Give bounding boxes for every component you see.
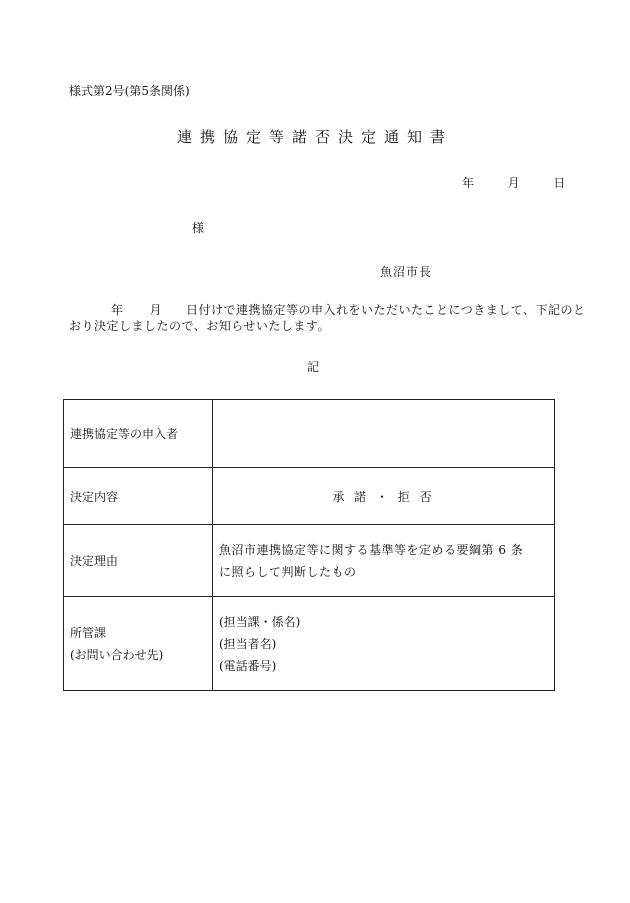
- reason-value: [213, 525, 555, 597]
- reason-line: 魚沼市連携協定等に関する基準等を定める要綱第 6 条: [219, 542, 524, 557]
- department-person: (担当者名): [219, 636, 277, 651]
- department-label-line: (お問い合わせ先): [70, 647, 164, 662]
- decision-label: 決定内容: [64, 468, 213, 525]
- department-label-line: 所管課: [70, 625, 107, 640]
- form-number: 様式第2号(第5条関係): [69, 84, 190, 98]
- sender-name: 魚沼市長: [380, 265, 433, 279]
- body-text: 日付けで連携協定等の申入れをいただいたことにつきまして、下記のとおり決定しましたので、お知らせいたします。: [69, 303, 586, 333]
- department-value: [213, 597, 555, 691]
- date-day: 日: [553, 176, 566, 190]
- document-title: 連携協定等諾否決定通知書: [176, 128, 453, 146]
- decision-value: 承 諾 ・ 拒 否: [213, 468, 555, 525]
- date-year: 年: [462, 176, 475, 190]
- body-month: 月: [149, 303, 163, 317]
- date-month: 月: [507, 176, 520, 190]
- body-year: 年: [111, 303, 124, 317]
- date-line: [462, 174, 565, 191]
- reason-label: 決定理由: [64, 525, 213, 597]
- reason-line: に照らして判断したもの: [219, 564, 357, 579]
- decision-table: [63, 399, 555, 691]
- addressee-suffix: 様: [192, 221, 205, 235]
- department-phone: (電話番号): [219, 658, 277, 673]
- table-row: [64, 525, 555, 597]
- table-row: [64, 400, 555, 468]
- department-section: (担当課・係名): [219, 614, 301, 629]
- table-row: [64, 597, 555, 691]
- department-label: [64, 597, 213, 691]
- notice-body: [69, 302, 589, 334]
- applicant-label: 連携協定等の申入者: [64, 400, 213, 468]
- table-row: [64, 468, 555, 525]
- ki-heading: 記: [307, 360, 320, 374]
- applicant-value: [213, 400, 555, 468]
